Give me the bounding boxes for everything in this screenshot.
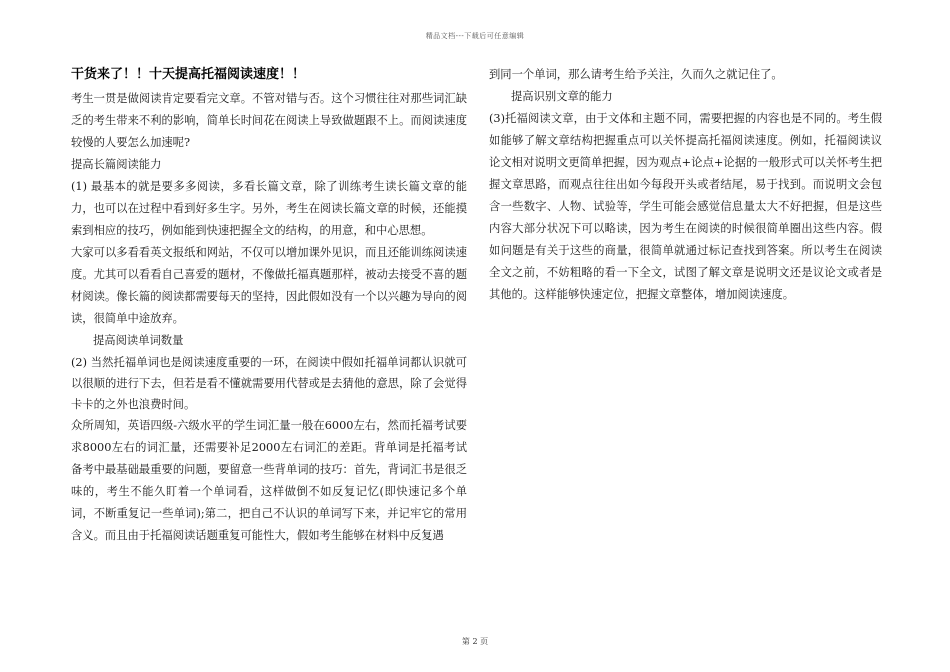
section-heading-structure: 提高识别文章的能力 <box>511 90 613 103</box>
section2-paragraph-1: (2) 当然托福单词也是阅读速度重要的一环，在阅读中假如托福单词都认识就可以很顺的进行下去，但若是看不懂就需要用代替或是去猜他的意思，除了会觉得卡卡的之外也浪费时间。 <box>71 356 467 411</box>
section2-paragraph-2: 众所周知，英语四级-六级水平的学生词汇量一般在6000左右，然而托福考试要求8000左右的词汇量，还需要补足2000左右词汇的差距。背单词是托福考试备考中最基础最重要的问题，要留意一些背单词的技巧：首先，背词汇书是很乏味的，考生不能久盯着一个单词看，这样做倒不如反复记忆(即快速记多个单词，不断重复记一些单词);第二，把自己不认识的单词写下来，并记牢它的常用含义。而且由于托福阅读话题重复可能性大，假如考生能够在材料中反复遇 <box>71 419 467 542</box>
article-title: 干货来了！！十天提高托福阅读速度！！ <box>71 67 306 82</box>
continued-paragraph: 到同一个单词，那么请考生给予关注，久而久之就记住了。 <box>489 68 783 81</box>
right-column <box>489 64 882 306</box>
section1-paragraph-2: 大家可以多看看英文报纸和网站，不仅可以增加课外见识，而且还能训练阅读速度。尤其可以看看自己喜爱的题材，不像做托福真题那样，被动去接受不喜的题材阅读。像长篇的阅读都需要每天的坚持，因此假如没有一个以兴趣为导向的阅读，很简单中途放弃。 <box>71 246 467 325</box>
section-heading-long-reading: 提高长篇阅读能力 <box>71 158 162 171</box>
page-number: 第 2 页 <box>461 637 489 646</box>
intro-paragraph: 考生一贯是做阅读肯定要看完文章。不管对错与否。这个习惯往往对那些词汇缺乏的考生带来不利的影响，简单长时间花在阅读上导致做题跟不上。而阅读速度较慢的人要怎么加速呢? <box>71 92 467 149</box>
left-column <box>71 64 467 547</box>
section1-paragraph-1: (1) 最基本的就是要多多阅读，多看长篇文章，除了训练考生读长篇文章的能力，也可以在过程中看到好多生字。另外，考生在阅读长篇文章的时候，还能摸索到相应的技巧，例如能到快速把握全文的结构，的用意，和中心思想。 <box>71 180 467 237</box>
section3-paragraph-1: (3)托福阅读文章，由于文体和主题不同，需要把握的内容也是不同的。考生假如能够了解文章结构把握重点可以关怀提高托福阅读速度。例如，托福阅读议论文相对说明文更简单把握，因为观点+论点+论据的一般形式可以关怀考生把握文章思路，而观点往往出如今每段开头或者结尾，易于找到。而说明文会包含一些数字、人物、试验等，学生可能会感觉信息量太大不好把握，但是这些内容大部分状况下可以略读，因为考生在阅读的时候很简单圈出这些内容。假如问题是有关于这些的商量，很简单就通过标记查找到答案。所以考生在阅读全文之前，不妨粗略的看一下全文，试图了解文章是说明文还是议论文或者是其他的。这样能够快速定位，把握文章整体，增加阅读速度。 <box>489 112 882 301</box>
section-heading-vocabulary: 提高阅读单词数量 <box>93 334 184 347</box>
page-header: 精品文档---下载后可任意编辑 <box>425 32 525 40</box>
